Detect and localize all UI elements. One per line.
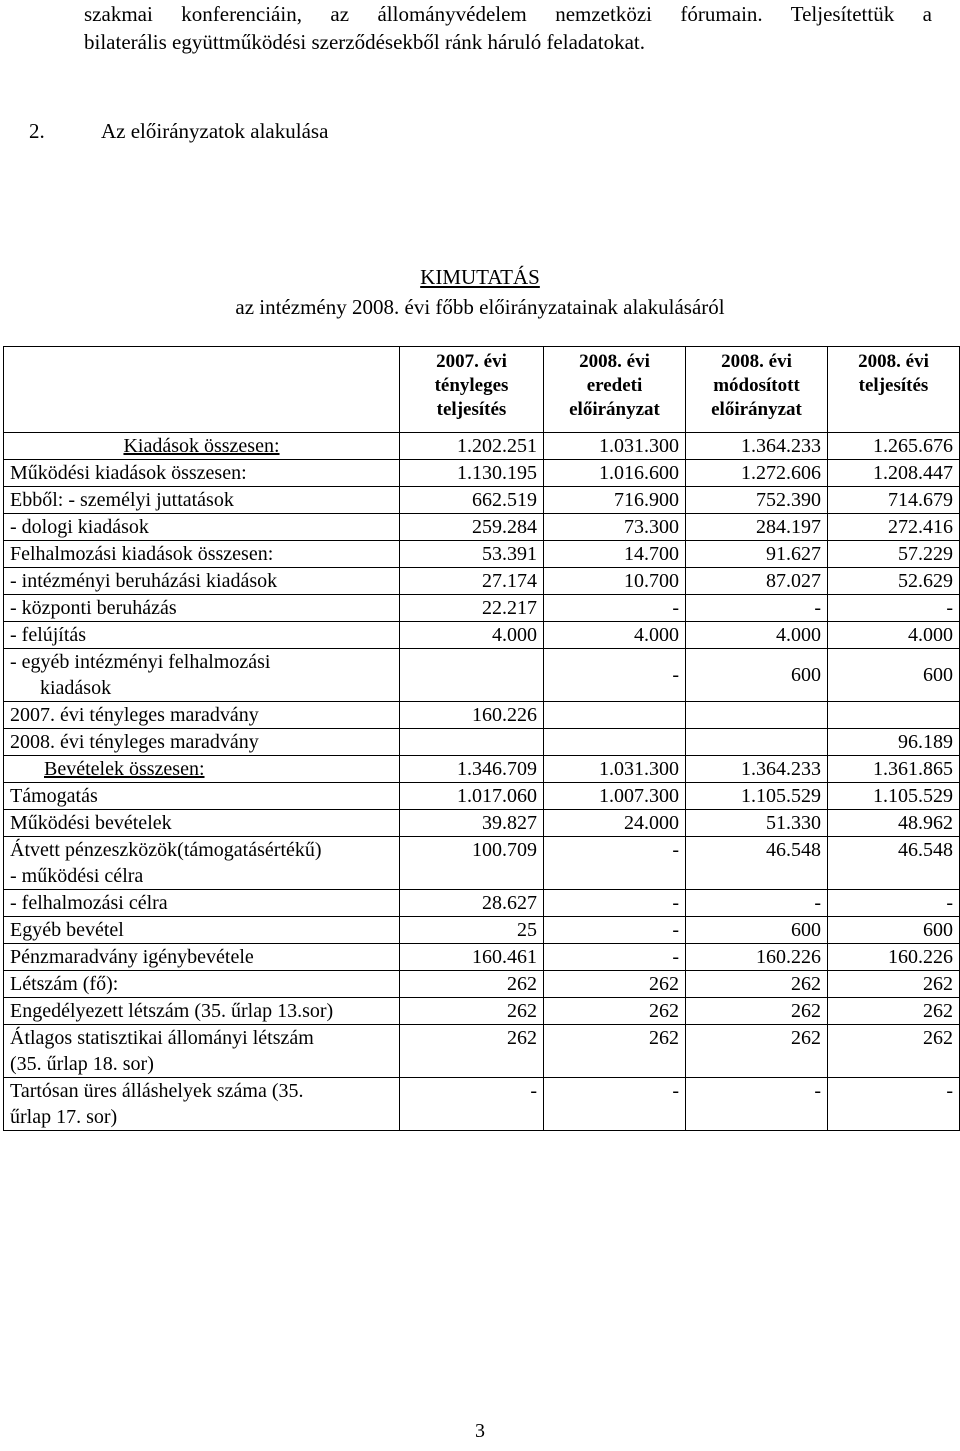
cell-2007-actual: 1.130.195 xyxy=(400,460,544,487)
cell-2008-modified: - xyxy=(686,890,828,917)
table-row xyxy=(4,783,960,810)
cell-2008-modified: 600 xyxy=(686,917,828,944)
cell-2007-actual: 100.709 xyxy=(400,837,544,890)
section-number: 2. xyxy=(29,119,45,143)
cell-2008-modified: 1.105.529 xyxy=(686,783,828,810)
header-2008-modified xyxy=(686,347,828,433)
cell-2008-actual xyxy=(828,702,960,729)
row-label: Engedélyezett létszám (35. űrlap 13.sor) xyxy=(4,998,400,1025)
cell-2008-modified: 1.364.233 xyxy=(686,433,828,460)
row-label: - felújítás xyxy=(4,622,400,649)
cell-2008-original xyxy=(544,702,686,729)
cell-2008-original: 1.031.300 xyxy=(544,756,686,783)
cell-2007-actual: 160.461 xyxy=(400,944,544,971)
header-line: tényleges xyxy=(434,375,509,396)
cell-2008-modified: 262 xyxy=(686,998,828,1025)
cell-2008-modified: - xyxy=(686,1078,828,1131)
intro-line-2: bilaterális együttműködési szerződésekből ránk háruló feladatokat. xyxy=(84,30,645,54)
table-row xyxy=(4,1078,960,1131)
cell-2008-actual: 57.229 xyxy=(828,541,960,568)
cell-2008-original: 73.300 xyxy=(544,514,686,541)
header-2008-original xyxy=(544,347,686,433)
row-label-line-1: Tartósan üres álláshelyek száma (35. xyxy=(10,1080,304,1102)
cell-2008-original: - xyxy=(544,837,686,890)
row-label-line-1: - egyéb intézményi felhalmozási xyxy=(10,651,271,673)
row-label: 2007. évi tényleges maradvány xyxy=(4,702,400,729)
table-row xyxy=(4,433,960,460)
page-number: 3 xyxy=(475,1420,485,1442)
cell-2008-modified: 160.226 xyxy=(686,944,828,971)
cell-2007-actual: 160.226 xyxy=(400,702,544,729)
cell-2008-original: 1.031.300 xyxy=(544,433,686,460)
row-label: Ebből: - személyi juttatások xyxy=(4,487,400,514)
cell-2008-actual: - xyxy=(828,1078,960,1131)
table-row xyxy=(4,595,960,622)
cell-2008-modified: 752.390 xyxy=(686,487,828,514)
cell-2008-actual: 1.105.529 xyxy=(828,783,960,810)
table-row xyxy=(4,971,960,998)
row-label: - központi beruházás xyxy=(4,595,400,622)
cell-2008-modified: 46.548 xyxy=(686,837,828,890)
cell-2008-actual: 262 xyxy=(828,998,960,1025)
header-line: 2008. évi xyxy=(721,351,792,372)
cell-2007-actual: 28.627 xyxy=(400,890,544,917)
cell-2008-modified xyxy=(686,702,828,729)
cell-2007-actual: 259.284 xyxy=(400,514,544,541)
cell-2008-original: - xyxy=(544,890,686,917)
header-line: teljesítés xyxy=(858,375,929,396)
cell-2008-original xyxy=(544,729,686,756)
table-row xyxy=(4,649,960,702)
cell-2007-actual: 1.202.251 xyxy=(400,433,544,460)
row-label: - intézményi beruházási kiadások xyxy=(4,568,400,595)
cell-2008-modified: 1.364.233 xyxy=(686,756,828,783)
row-label: Felhalmozási kiadások összesen: xyxy=(4,541,400,568)
row-label: Pénzmaradvány igénybevétele xyxy=(4,944,400,971)
row-label: Támogatás xyxy=(4,783,400,810)
appropriations-table xyxy=(3,346,960,1131)
cell-2008-actual: 1.208.447 xyxy=(828,460,960,487)
cell-2007-actual: 1.346.709 xyxy=(400,756,544,783)
row-label-text: Bevételek összesen: xyxy=(44,758,205,780)
table-row xyxy=(4,702,960,729)
report-subtitle: az intézmény 2008. évi főbb előirányzatainak alakulásáról xyxy=(235,295,725,319)
cell-2008-modified: 87.027 xyxy=(686,568,828,595)
row-label-line-2: - működési célra xyxy=(10,865,144,887)
row-label: 2008. évi tényleges maradvány xyxy=(4,729,400,756)
cell-2008-actual: 1.361.865 xyxy=(828,756,960,783)
cell-2007-actual: 262 xyxy=(400,998,544,1025)
table-row xyxy=(4,622,960,649)
row-label xyxy=(4,837,400,890)
header-line: módosított xyxy=(713,375,800,396)
row-label xyxy=(4,1025,400,1078)
cell-2008-actual: - xyxy=(828,595,960,622)
cell-2008-actual: 272.416 xyxy=(828,514,960,541)
cell-2008-original: 14.700 xyxy=(544,541,686,568)
cell-2008-actual: 48.962 xyxy=(828,810,960,837)
table-row xyxy=(4,514,960,541)
header-line: előirányzat xyxy=(711,399,802,420)
cell-2007-actual: - xyxy=(400,1078,544,1131)
cell-2008-modified: 262 xyxy=(686,1025,828,1078)
cell-2008-original: 262 xyxy=(544,998,686,1025)
cell-2008-actual: 1.265.676 xyxy=(828,433,960,460)
cell-2007-actual: 4.000 xyxy=(400,622,544,649)
cell-2008-original: - xyxy=(544,944,686,971)
cell-2008-original: - xyxy=(544,649,686,702)
cell-2008-original: - xyxy=(544,595,686,622)
cell-2007-actual: 662.519 xyxy=(400,487,544,514)
cell-2008-original: 10.700 xyxy=(544,568,686,595)
intro-paragraph xyxy=(84,0,932,56)
header-empty-cell xyxy=(4,347,400,433)
cell-2008-actual: 46.548 xyxy=(828,837,960,890)
table-row xyxy=(4,460,960,487)
cell-2008-modified: 1.272.606 xyxy=(686,460,828,487)
row-label-text: Kiadások összesen: xyxy=(123,435,280,457)
cell-2008-original: 1.016.600 xyxy=(544,460,686,487)
header-line: előirányzat xyxy=(569,399,660,420)
row-label-line-2: űrlap 17. sor) xyxy=(10,1106,118,1128)
cell-2007-actual: 39.827 xyxy=(400,810,544,837)
header-line: 2007. évi xyxy=(436,351,507,372)
row-label: Működési bevételek xyxy=(4,810,400,837)
cell-2008-modified: 4.000 xyxy=(686,622,828,649)
row-label-line-2: (35. űrlap 18. sor) xyxy=(10,1053,154,1075)
cell-2008-original: 24.000 xyxy=(544,810,686,837)
row-label: - felhalmozási célra xyxy=(4,890,400,917)
header-line: teljesítés xyxy=(436,399,507,420)
table-row xyxy=(4,1025,960,1078)
cell-2008-original: 4.000 xyxy=(544,622,686,649)
table-row xyxy=(4,541,960,568)
report-title: KIMUTATÁS xyxy=(420,265,540,289)
cell-2007-actual xyxy=(400,649,544,702)
cell-2008-actual: - xyxy=(828,890,960,917)
row-label xyxy=(4,1078,400,1131)
header-line: 2008. évi xyxy=(858,351,929,372)
cell-2007-actual: 262 xyxy=(400,1025,544,1078)
row-label: - dologi kiadások xyxy=(4,514,400,541)
table-header-row xyxy=(4,347,960,433)
cell-2008-actual: 4.000 xyxy=(828,622,960,649)
row-label xyxy=(4,433,400,460)
section-heading xyxy=(29,119,328,144)
cell-2008-modified xyxy=(686,729,828,756)
cell-2008-original: 262 xyxy=(544,971,686,998)
cell-2008-actual: 262 xyxy=(828,971,960,998)
row-label-line-1: Átlagos statisztikai állományi létszám xyxy=(10,1027,314,1049)
row-label xyxy=(4,649,400,702)
row-label-line-1: Átvett pénzeszközök(támogatásértékű) xyxy=(10,839,322,861)
cell-2008-actual: 600 xyxy=(828,649,960,702)
cell-2007-actual: 25 xyxy=(400,917,544,944)
cell-2008-actual: 262 xyxy=(828,1025,960,1078)
header-line: 2008. évi xyxy=(579,351,650,372)
cell-2008-modified: 91.627 xyxy=(686,541,828,568)
section-title: Az előirányzatok alakulása xyxy=(101,119,329,143)
table-row xyxy=(4,810,960,837)
cell-2008-actual: 52.629 xyxy=(828,568,960,595)
cell-2008-modified: 262 xyxy=(686,971,828,998)
row-label: Működési kiadások összesen: xyxy=(4,460,400,487)
cell-2008-actual: 600 xyxy=(828,917,960,944)
cell-2008-modified: 51.330 xyxy=(686,810,828,837)
cell-2007-actual: 1.017.060 xyxy=(400,783,544,810)
cell-2008-original: 716.900 xyxy=(544,487,686,514)
table-row xyxy=(4,917,960,944)
table-row xyxy=(4,756,960,783)
table-row xyxy=(4,944,960,971)
row-label: Egyéb bevétel xyxy=(4,917,400,944)
row-label: Létszám (fő): xyxy=(4,971,400,998)
table-row xyxy=(4,998,960,1025)
intro-line-1: szakmai konferenciáin, az állományvédelem nemzetközi fórumain. Teljesítettük a xyxy=(84,2,932,26)
header-line: eredeti xyxy=(586,375,643,396)
row-label xyxy=(4,756,400,783)
table-row xyxy=(4,837,960,890)
cell-2008-original: 1.007.300 xyxy=(544,783,686,810)
table-row xyxy=(4,487,960,514)
cell-2007-actual xyxy=(400,729,544,756)
cell-2008-original: 262 xyxy=(544,1025,686,1078)
cell-2008-modified: 284.197 xyxy=(686,514,828,541)
table-row xyxy=(4,890,960,917)
header-2008-actual xyxy=(828,347,960,433)
cell-2008-actual: 160.226 xyxy=(828,944,960,971)
cell-2007-actual: 22.217 xyxy=(400,595,544,622)
cell-2008-original: - xyxy=(544,1078,686,1131)
cell-2007-actual: 53.391 xyxy=(400,541,544,568)
cell-2008-original: - xyxy=(544,917,686,944)
row-label-line-2: kiadások xyxy=(40,677,112,699)
cell-2007-actual: 27.174 xyxy=(400,568,544,595)
cell-2008-modified: 600 xyxy=(686,649,828,702)
cell-2008-modified: - xyxy=(686,595,828,622)
cell-2007-actual: 262 xyxy=(400,971,544,998)
cell-2008-actual: 714.679 xyxy=(828,487,960,514)
table-row xyxy=(4,568,960,595)
header-2007-actual xyxy=(400,347,544,433)
table-row xyxy=(4,729,960,756)
cell-2008-actual: 96.189 xyxy=(828,729,960,756)
